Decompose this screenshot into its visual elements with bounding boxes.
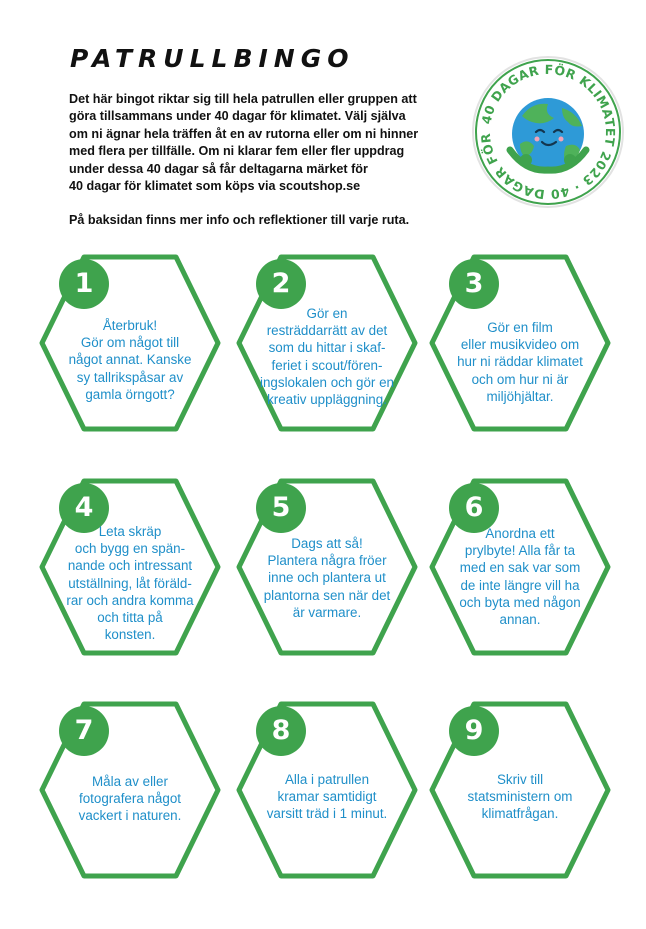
tile-number: 9: [449, 706, 499, 756]
tile-text: Skriv till statsministern om klimatfrågan.: [467, 772, 573, 822]
tile-number: 7: [59, 706, 109, 756]
tile-text: Återbruk! Gör om något till något annat. Kanske sy tallrikspåsar av gamla örngott?: [68, 318, 192, 402]
tile-text: Gör en resträddarrätt av det som du hittar i skaf- feriet i scout/fören- ingslokalen och gör en kreativ uppläggning.: [260, 306, 394, 408]
bingo-tile[interactable]: [428, 477, 612, 657]
bingo-tile[interactable]: [38, 700, 222, 880]
bingo-tile[interactable]: [428, 253, 612, 433]
tile-number: 2: [256, 259, 306, 309]
tile-text: Måla av eller fotografera något vackert i naturen.: [78, 774, 182, 824]
tile-number: 8: [256, 706, 306, 756]
bingo-tile[interactable]: [428, 700, 612, 880]
bingo-tile[interactable]: [38, 477, 222, 657]
bingo-tile[interactable]: [235, 253, 419, 433]
tile-number: 3: [449, 259, 499, 309]
bingo-tile[interactable]: [235, 700, 419, 880]
tile-text: Leta skräp och bygg en spän- nande och intressant utställning, låt föräld- rar och andra komma och titta på konsten.: [66, 524, 194, 643]
tile-number: 6: [449, 483, 499, 533]
tile-text: Gör en film eller musikvideo om hur ni räddar klimatet och om hur ni är miljöhjältar.: [457, 320, 583, 404]
tile-text: Alla i patrullen kramar samtidigt varsitt träd i 1 minut.: [266, 772, 388, 822]
bingo-tile[interactable]: [38, 253, 222, 433]
intro-paragraph: På baksidan finns mer info och reflektioner till varje ruta.: [69, 213, 410, 228]
tile-number: 5: [256, 483, 306, 533]
tile-number: 1: [59, 259, 109, 309]
badge-ring-text: 40 DAGAR FÖR KLIMATET 2023 · 40 DAGAR FÖR: [477, 61, 619, 203]
bingo-tile[interactable]: [235, 477, 419, 657]
tile-text: Anordna ett prylbyte! Alla får ta med en sak var som de inte längre vill ha och byta med någon annan.: [459, 526, 581, 628]
tile-number: 4: [59, 483, 109, 533]
page-title: PATRULLBINGO: [70, 44, 355, 73]
intro-paragraph: Det här bingot riktar sig till hela patrullen eller gruppen att göra tillsammans under 40 dagar för klimatet. Välj själva om ni ägnar hela träffen åt en av rutorna eller om ni hinner med flera per tillfälle. Om ni klarar fem eller fler uppdrag under dessa 40 dagar så får deltagarna märket för 40 dagar för klimatet som köps via scoutshop.se: [69, 92, 419, 194]
tile-text: Dags att så! Plantera några fröer inne och plantera ut plantorna sen när det är varmare.: [263, 536, 391, 620]
